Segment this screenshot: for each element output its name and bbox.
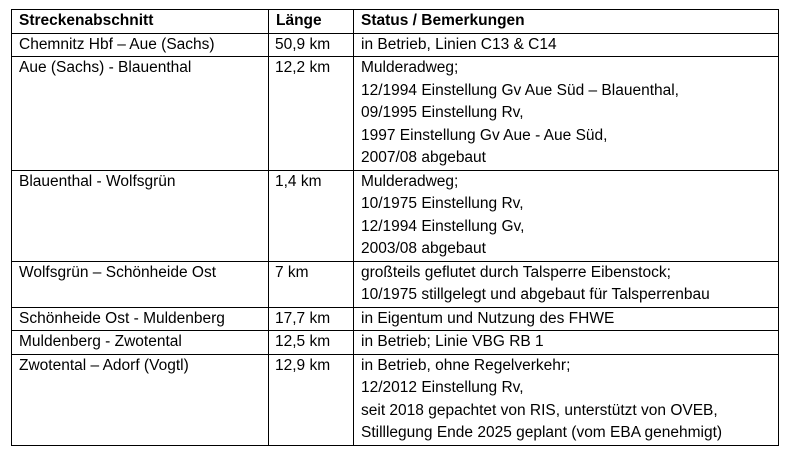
status-line: 12/2012 Einstellung Rv, xyxy=(361,379,524,396)
status-line: 2003/08 abgebaut xyxy=(361,240,486,257)
status-cell xyxy=(354,261,779,307)
status-cell xyxy=(354,354,779,445)
section-cell: Zwotental – Adorf (Vogtl) xyxy=(12,354,269,445)
table-row xyxy=(12,57,779,171)
length-cell: 1,4 km xyxy=(269,170,354,261)
status-cell xyxy=(354,33,779,57)
table-row xyxy=(12,170,779,261)
length-cell: 7 km xyxy=(269,261,354,307)
header-status: Status / Bemerkungen xyxy=(354,10,779,34)
table-row xyxy=(12,307,779,331)
status-cell xyxy=(354,331,779,355)
section-cell: Schönheide Ost - Muldenberg xyxy=(12,307,269,331)
status-line: Stilllegung Ende 2025 geplant (vom EBA genehmigt) xyxy=(361,424,723,441)
header-row xyxy=(12,10,779,34)
status-line: 10/1975 stillgelegt und abgebaut für Talsperrenbau xyxy=(361,286,710,303)
status-line: in Betrieb, Linien C13 & C14 xyxy=(361,35,557,53)
status-line: großteils geflutet durch Talsperre Eibenstock; xyxy=(361,263,671,281)
status-cell xyxy=(354,307,779,331)
status-line: 12/1994 Einstellung Gv, xyxy=(361,217,525,235)
status-line: 10/1975 Einstellung Rv, xyxy=(361,195,524,212)
status-line: in Eigentum und Nutzung des FHWE xyxy=(361,309,615,327)
status-line: in Betrieb; Linie VBG RB 1 xyxy=(361,333,544,350)
table-row xyxy=(12,331,779,355)
section-cell: Muldenberg - Zwotental xyxy=(12,331,269,355)
status-line: in Betrieb, ohne Regelverkehr; xyxy=(361,356,571,374)
table-row xyxy=(12,261,779,307)
header-section: Streckenabschnitt xyxy=(12,10,269,34)
status-line: 2007/08 abgebaut xyxy=(361,149,486,166)
header-length: Länge xyxy=(269,10,354,34)
status-line: Mulderadweg; xyxy=(361,59,459,76)
length-cell: 12,5 km xyxy=(269,331,354,355)
table-row xyxy=(12,354,779,445)
status-line: 09/1995 Einstellung Rv, xyxy=(361,104,524,121)
section-cell: Wolfsgrün – Schönheide Ost xyxy=(12,261,269,307)
status-line: 1997 Einstellung Gv Aue - Aue Süd, xyxy=(361,126,608,144)
table-row xyxy=(12,33,779,57)
section-cell: Aue (Sachs) - Blauenthal xyxy=(12,57,269,171)
length-cell: 17,7 km xyxy=(269,307,354,331)
status-cell xyxy=(354,57,779,171)
section-cell: Blauenthal - Wolfsgrün xyxy=(12,170,269,261)
status-line: seit 2018 gepachtet von RIS, unterstützt von OVEB, xyxy=(361,401,718,419)
railway-sections-table xyxy=(11,9,779,446)
status-cell xyxy=(354,170,779,261)
length-cell: 50,9 km xyxy=(269,33,354,57)
status-line: Mulderadweg; xyxy=(361,172,459,190)
length-cell: 12,2 km xyxy=(269,57,354,171)
length-cell: 12,9 km xyxy=(269,354,354,445)
section-cell: Chemnitz Hbf – Aue (Sachs) xyxy=(12,33,269,57)
status-line: 12/1994 Einstellung Gv Aue Süd – Blauenthal, xyxy=(361,81,679,99)
table-body xyxy=(12,33,779,445)
